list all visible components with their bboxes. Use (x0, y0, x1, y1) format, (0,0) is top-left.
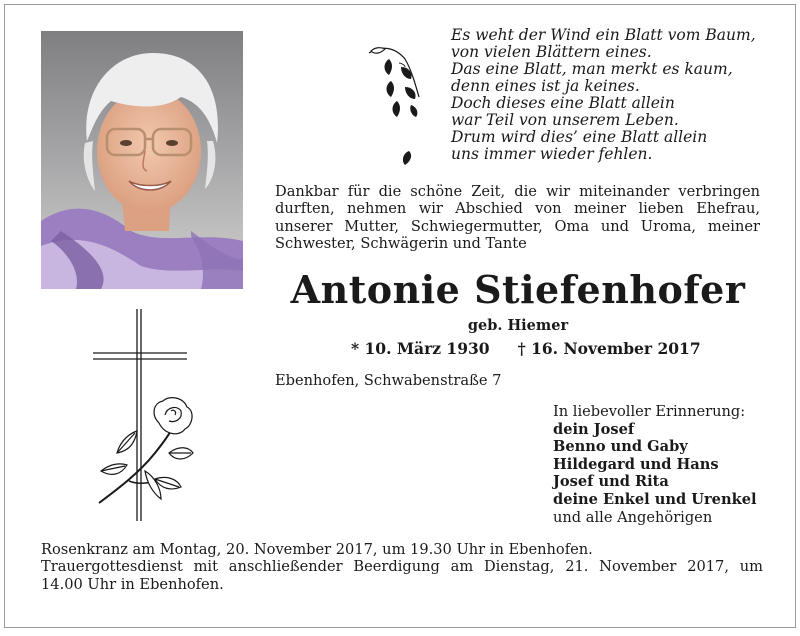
portrait-photo (41, 31, 243, 289)
death-date: † 16. November 2017 (517, 339, 701, 358)
poem-line: Drum wird dies’ eine Blatt allein (451, 128, 708, 146)
intro-line: Dankbar für die schöne Zeit, die wir miteinander verbringen (275, 183, 760, 200)
mourner-name: Benno und Gaby (553, 438, 688, 456)
poem-line: war Teil von unserem Leben. (451, 111, 679, 129)
mourner-name: dein Josef (553, 420, 635, 438)
address: Ebenhofen, Schwabenstraße 7 (275, 372, 502, 389)
poem-line: Es weht der Wind ein Blatt vom Baum, (451, 26, 756, 44)
funeral-info-line2: 14.00 Uhr in Ebenhofen. (41, 575, 224, 593)
mourners-heading: In liebevoller Erinnerung: (553, 403, 746, 420)
mourners-list (553, 403, 757, 526)
birth-date: * 10. März 1930 (351, 339, 490, 358)
poem-line: Doch dieses eine Blatt allein (451, 94, 675, 112)
mourner-name: Hildegard und Hans (553, 455, 719, 473)
falling-leaves-icon (361, 37, 431, 169)
service-info (41, 541, 763, 593)
obituary-card (4, 4, 796, 628)
poem-line: uns immer wieder fehlen. (451, 145, 653, 163)
poem-line: von vielen Blättern eines. (451, 43, 652, 61)
cross-with-rose-icon (89, 303, 209, 525)
poem-line: denn eines ist ja keines. (451, 77, 640, 95)
poem (451, 27, 791, 163)
maiden-name: geb. Hiemer (467, 317, 569, 334)
intro-line: Schwester, Schwägerin und Tante (275, 235, 527, 253)
intro-line: durften, nehmen wir Abschied von meiner lieben Ehefrau, (275, 200, 760, 218)
funeral-info-line1: Trauergottesdienst mit anschließender Beerdigung am Dienstag, 21. November 2017, um (41, 558, 763, 576)
life-dates (351, 339, 701, 358)
mourners-closing: und alle Angehörigen (553, 508, 713, 526)
intro-text (275, 183, 760, 253)
poem-line: Das eine Blatt, man merkt es kaum, (451, 60, 733, 78)
deceased-name: Antonie Stiefenhofer (290, 267, 746, 312)
mourner-name: deine Enkel und Urenkel (553, 490, 757, 508)
mourner-name: Josef und Rita (553, 473, 669, 491)
intro-line: unserer Mutter, Schwiegermutter, Oma und Uroma, meiner (275, 217, 760, 235)
rosary-info: Rosenkranz am Montag, 20. November 2017, um 19.30 Uhr in Ebenhofen. (41, 541, 593, 558)
